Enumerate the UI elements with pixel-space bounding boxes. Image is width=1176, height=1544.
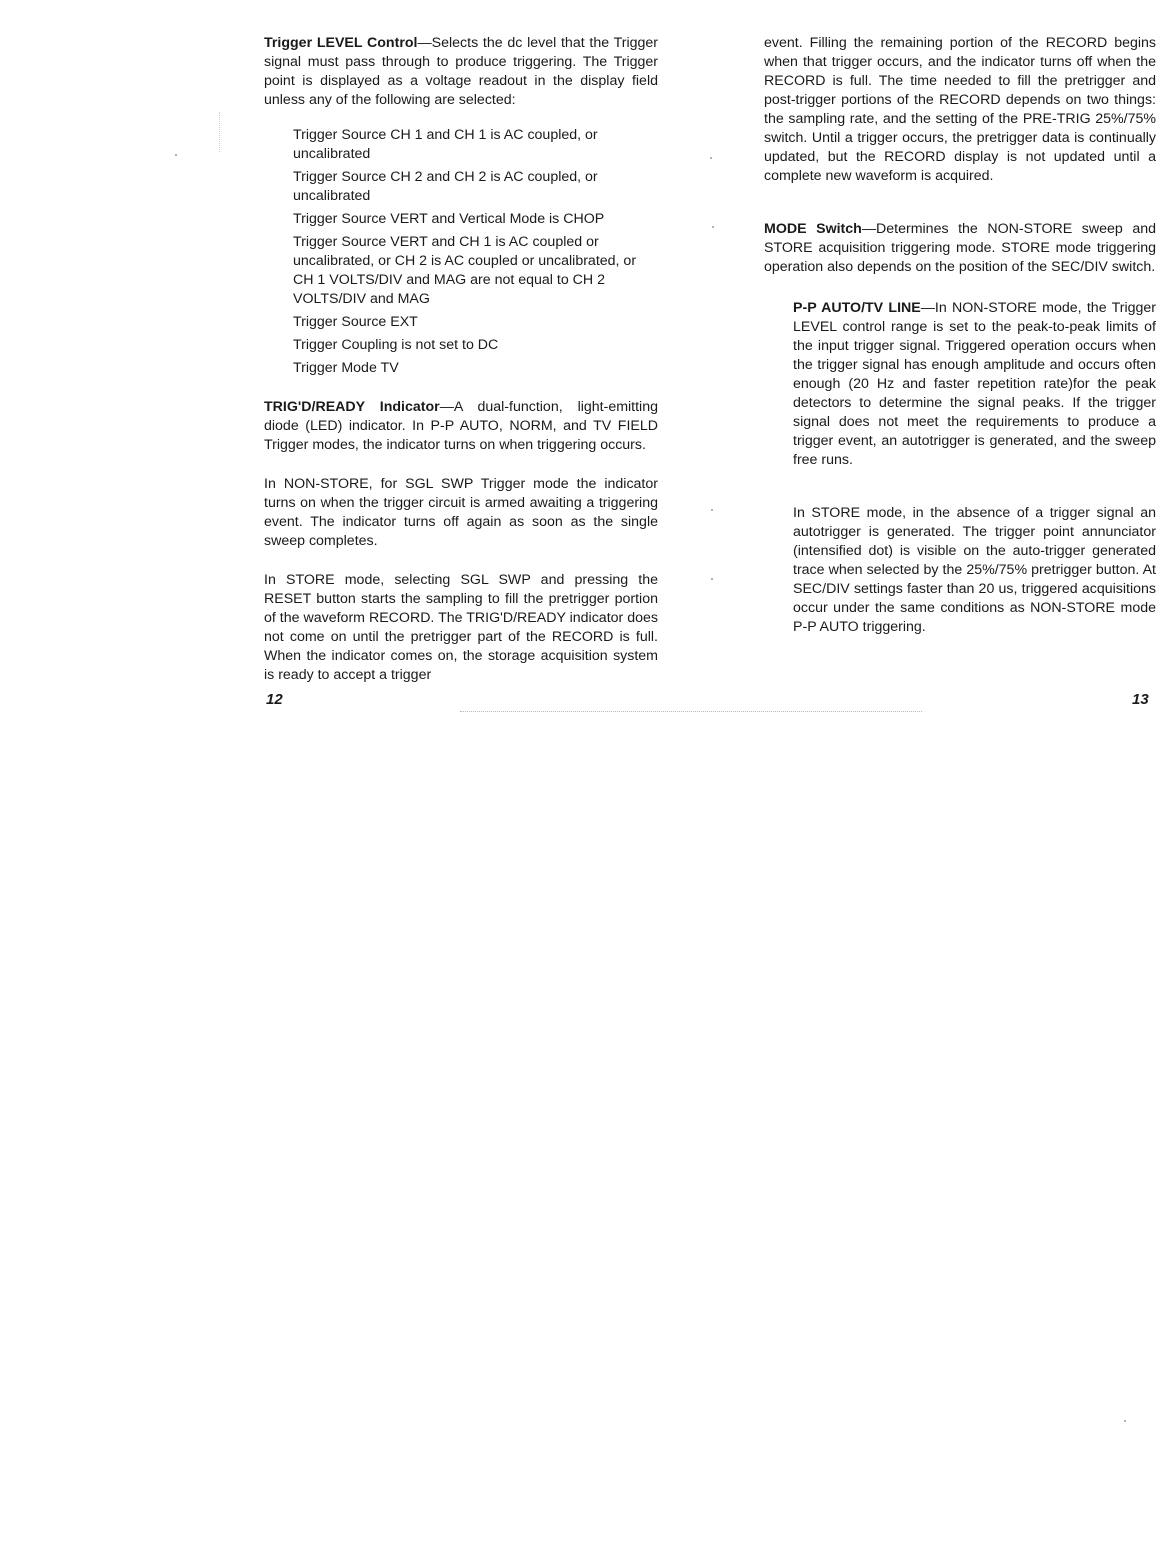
trigd-ready-heading: TRIG'D/READY Indicator <box>264 399 440 415</box>
page-number-right: 13 <box>1132 691 1149 708</box>
pp-auto-paragraph <box>793 299 1156 470</box>
mode-switch-heading: MODE Switch <box>764 221 862 237</box>
page-number-left: 12 <box>266 691 283 708</box>
non-store-paragraph: In NON-STORE, for SGL SWP Trigger mode the indicator turns on when the trigger circuit is armed awaiting a triggering event. The indicator turns off again as soon as the single sweep completes. <box>264 476 658 549</box>
scan-fold-line <box>460 711 922 712</box>
scan-speck <box>712 226 714 228</box>
pp-auto-heading: P-P AUTO/TV LINE <box>793 300 921 316</box>
list-item: Trigger Mode TV <box>293 360 399 376</box>
scan-speck <box>175 154 177 156</box>
store-paragraph: In STORE mode, selecting SGL SWP and pressing the RESET button starts the sampling to fill the pretrigger portion of the waveform RECORD. The TRIG'D/READY indicator does not come on until the pretrigger part of the RECORD is full. When the indicator comes on, the storage acquisition system is ready to accept a trigger <box>264 572 658 683</box>
right-column <box>764 34 1156 653</box>
trigd-ready-body: —A dual-function, light-emitting diode (LED) indicator. In P-P AUTO, NORM, and TV FIELD Trigger modes, the indicator turns on when triggering occurs. <box>264 399 658 453</box>
scan-speck <box>711 509 713 511</box>
list-item: Trigger Coupling is not set to DC <box>293 337 499 353</box>
scan-speck <box>1124 1420 1126 1422</box>
list-item: Trigger Source VERT and CH 1 is AC coupled or uncalibrated, or CH 2 is AC coupled or uncalibrated, or CH 1 VOLTS/DIV and MAG are not equal to CH 2 VOLTS/DIV and MAG <box>293 234 637 307</box>
trigger-level-heading: Trigger LEVEL Control <box>264 35 418 51</box>
scan-speck <box>711 578 713 580</box>
scan-speck <box>710 157 712 159</box>
list-item: Trigger Source CH 1 and CH 1 is AC coupled, or uncalibrated <box>293 127 598 162</box>
store-autotrigger-paragraph: In STORE mode, in the absence of a trigger signal an autotrigger is generated. The trigger point annunciator (intensified dot) is visible on the auto-trigger generated trace when selected by the 25%/75% pretrigger button. At SEC/DIV settings faster than 20 us, triggered acquisitions occur under the same conditions as NON-STORE mode P-P AUTO triggering. <box>793 505 1156 635</box>
record-continuation-paragraph: event. Filling the remaining portion of the RECORD begins when that trigger occurs, and the indicator turns off when the RECORD is full. The time needed to fill the pretrigger and post-trigger portions of the RECORD depends on two things: the sampling rate, and the setting of the PRE-TRIG 25%/75% switch. Until a trigger occurs, the pretrigger data is continually updated, but the RECORD display is not updated until a complete new waveform is acquired. <box>764 35 1156 184</box>
pp-auto-body: —In NON-STORE mode, the Trigger LEVEL control range is set to the peak-to-peak limits of the input trigger signal. Triggered operation occurs when the trigger signal has enough amplitude and occurs often enough (20 Hz and faster repetition rate)for the peak detectors to determine the signal peaks. If the trigger signal does not meet the requirements to produce a trigger event, an autotrigger is generated, and the sweep free runs. <box>793 300 1157 468</box>
trigger-conditions-list <box>293 126 658 378</box>
list-item: Trigger Source EXT <box>293 314 418 330</box>
trigger-level-paragraph <box>264 34 658 110</box>
trigd-ready-paragraph <box>264 398 658 455</box>
scan-margin-mark <box>219 112 220 152</box>
mode-switch-paragraph <box>764 220 1156 277</box>
list-item: Trigger Source CH 2 and CH 2 is AC coupled, or uncalibrated <box>293 169 598 204</box>
trigger-level-body: —Selects the dc level that the Trigger signal must pass through to produce triggering. The Trigger point is displayed as a voltage readout in the display field unless any of the following are selected: <box>264 35 658 108</box>
left-column <box>264 34 658 701</box>
list-item: Trigger Source VERT and Vertical Mode is CHOP <box>293 211 605 227</box>
mode-switch-body: —Determines the NON-STORE sweep and STORE acquisition triggering mode. STORE mode triggering operation also depends on the position of the SEC/DIV switch. <box>764 221 1156 275</box>
